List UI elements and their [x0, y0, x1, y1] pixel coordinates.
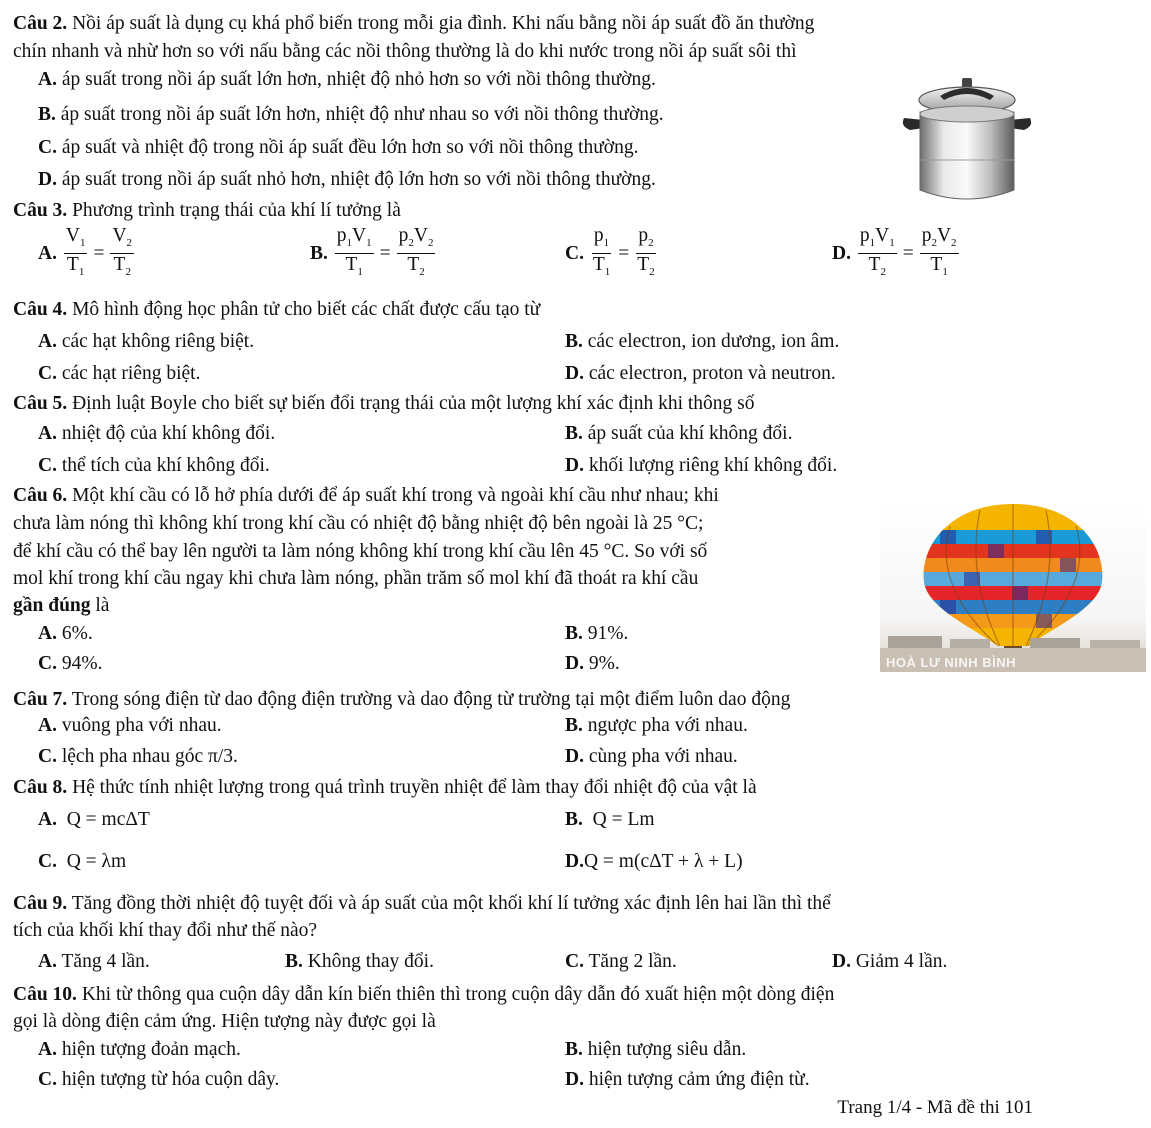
pot-body-shape	[920, 112, 1014, 199]
q8-line: Câu 8. Hệ thức tính nhiệt lượng trong quá trình truyền nhiệt để làm thay đổi nhiệt độ của vật là	[13, 777, 757, 798]
q9-option-b[interactable]: B. Không thay đổi.	[285, 951, 434, 972]
q10-option-c[interactable]: C. hiện tượng từ hóa cuộn dây.	[38, 1069, 280, 1090]
q4-option-c[interactable]: C. các hạt riêng biệt.	[38, 363, 201, 384]
watermark: HOÀ LƯ NINH BÌNH	[886, 655, 1017, 670]
q2-option-c[interactable]: C. áp suất và nhiệt độ trong nồi áp suất đều lớn hơn so với nồi thông thường.	[38, 137, 639, 158]
q6-option-c[interactable]: C. 94%.	[38, 653, 103, 674]
page-footer: Trang 1/4 - Mã đề thi 101	[837, 1097, 1033, 1118]
q5-option-a[interactable]: A. nhiệt độ của khí không đổi.	[38, 423, 276, 444]
hot-air-balloon-photo	[880, 496, 1146, 672]
q6-option-d[interactable]: D. 9%.	[565, 653, 620, 674]
q4-option-d[interactable]: D. các electron, proton và neutron.	[565, 363, 836, 384]
q8-option-d[interactable]: D.Q = m(cΔT + λ + L)	[565, 851, 743, 872]
q6-line2: chưa làm nóng thì không khí trong khí cầu có nhiệt độ bằng nhiệt độ bên ngoài là 25 °C;	[13, 513, 704, 534]
pressure-cooker-image	[898, 70, 1036, 210]
q6-option-a[interactable]: A. 6%.	[38, 623, 93, 644]
q2-option-a[interactable]: A. áp suất trong nồi áp suất lớn hơn, nhiệt độ nhỏ hơn so với nồi thông thường.	[38, 69, 656, 90]
q9-line1: Câu 9. Tăng đồng thời nhiệt độ tuyệt đối và áp suất của một khối khí lí tưởng xác định lên hai lần thì thể	[13, 893, 831, 914]
q2-option-d[interactable]: D. áp suất trong nồi áp suất nhỏ hơn, nhiệt độ lớn hơn so với nồi thông thường.	[38, 169, 656, 190]
q5-line: Câu 5. Định luật Boyle cho biết sự biến đổi trạng thái của một lượng khí xác định khi thông số	[13, 393, 755, 414]
q3-option-a[interactable]: A. $\frac{V_1}{T_1}$ = $\frac{V_2}{T_2}$	[38, 225, 133, 278]
q7-option-b[interactable]: B. ngược pha với nhau.	[565, 715, 748, 736]
q5-option-d[interactable]: D. khối lượng riêng khí không đổi.	[565, 455, 838, 476]
q7-option-a[interactable]: A. vuông pha với nhau.	[38, 715, 222, 736]
q10-option-b[interactable]: B. hiện tượng siêu dẫn.	[565, 1039, 747, 1060]
q8-option-c[interactable]: C. Q = λm	[38, 851, 127, 872]
q8-option-b[interactable]: B. Q = Lm	[565, 809, 655, 830]
q3-option-c[interactable]: C. $\frac{p_1}{T_1}$ = $\frac{p_2}{T_2}$	[565, 225, 655, 278]
q6-line4: mol khí trong khí cầu ngay khi chưa làm nóng, phần trăm số mol khí đã thoát ra khí cầu	[13, 568, 699, 589]
q9-option-d[interactable]: D. Giảm 4 lần.	[832, 951, 948, 972]
q10-option-d[interactable]: D. hiện tượng cảm ứng điện từ.	[565, 1069, 810, 1090]
q8-option-a[interactable]: A. Q = mcΔT	[38, 809, 150, 830]
q4-option-b[interactable]: B. các electron, ion dương, ion âm.	[565, 331, 840, 352]
q4-line: Câu 4. Mô hình động học phân tử cho biết các chất được cấu tạo từ	[13, 299, 541, 320]
q3-line: Câu 3. Phương trình trạng thái của khí lí tưởng là	[13, 200, 401, 221]
q6-line3: để khí cầu có thể bay lên người ta làm nóng không khí trong khí cầu lên 45 °C. So với số	[13, 541, 708, 562]
q3-option-d[interactable]: D. $\frac{p_1V_1}{T_2}$ = $\frac{p_2V_2}{T_1}$	[832, 225, 957, 278]
q9-option-a[interactable]: A. Tăng 4 lần.	[38, 951, 150, 972]
q5-option-b[interactable]: B. áp suất của khí không đổi.	[565, 423, 793, 444]
q2-line1: Câu 2. Nồi áp suất là dụng cụ khá phổ biến trong mỗi gia đình. Khi nấu bằng nồi áp suất đồ ăn thường	[13, 13, 815, 34]
q9-line2: tích của khối khí thay đổi như thế nào?	[13, 920, 318, 941]
q6-line1: Câu 6. Một khí cầu có lỗ hở phía dưới để áp suất khí trong và ngoài khí cầu như nhau; khi	[13, 485, 719, 506]
q10-option-a[interactable]: A. hiện tượng đoản mạch.	[38, 1039, 241, 1060]
q9-option-c[interactable]: C. Tăng 2 lần.	[565, 951, 677, 972]
q7-option-d[interactable]: D. cùng pha với nhau.	[565, 746, 738, 767]
q6-line5: gần đúng là	[13, 595, 110, 616]
q3-option-b[interactable]: B. $\frac{p_1V_1}{T_1}$ = $\frac{p_2V_2}{T_2}$	[310, 225, 434, 278]
q10-line2: gọi là dòng điện cảm ứng. Hiện tượng này được gọi là	[13, 1011, 436, 1032]
q10-line1: Câu 10. Khi từ thông qua cuộn dây dẫn kín biến thiên thì trong cuộn dây dẫn đó xuất hiện một dòng điện	[13, 984, 835, 1005]
q2-line2: chín nhanh và nhừ hơn so với nấu bằng các nồi thông thường là do khi nước trong nồi áp suất sôi thì	[13, 41, 797, 62]
q4-option-a[interactable]: A. các hạt không riêng biệt.	[38, 331, 255, 352]
q2-option-b[interactable]: B. áp suất trong nồi áp suất lớn hơn, nhiệt độ như nhau so với nồi thông thường.	[38, 104, 664, 125]
q5-option-c[interactable]: C. thể tích của khí không đổi.	[38, 455, 270, 476]
q7-option-c[interactable]: C. lệch pha nhau góc π/3.	[38, 746, 238, 767]
q6-option-b[interactable]: B. 91%.	[565, 623, 629, 644]
q7-line: Câu 7. Trong sóng điện từ dao động điện trường và dao động từ trường tại một điểm luôn dao động	[13, 689, 791, 710]
